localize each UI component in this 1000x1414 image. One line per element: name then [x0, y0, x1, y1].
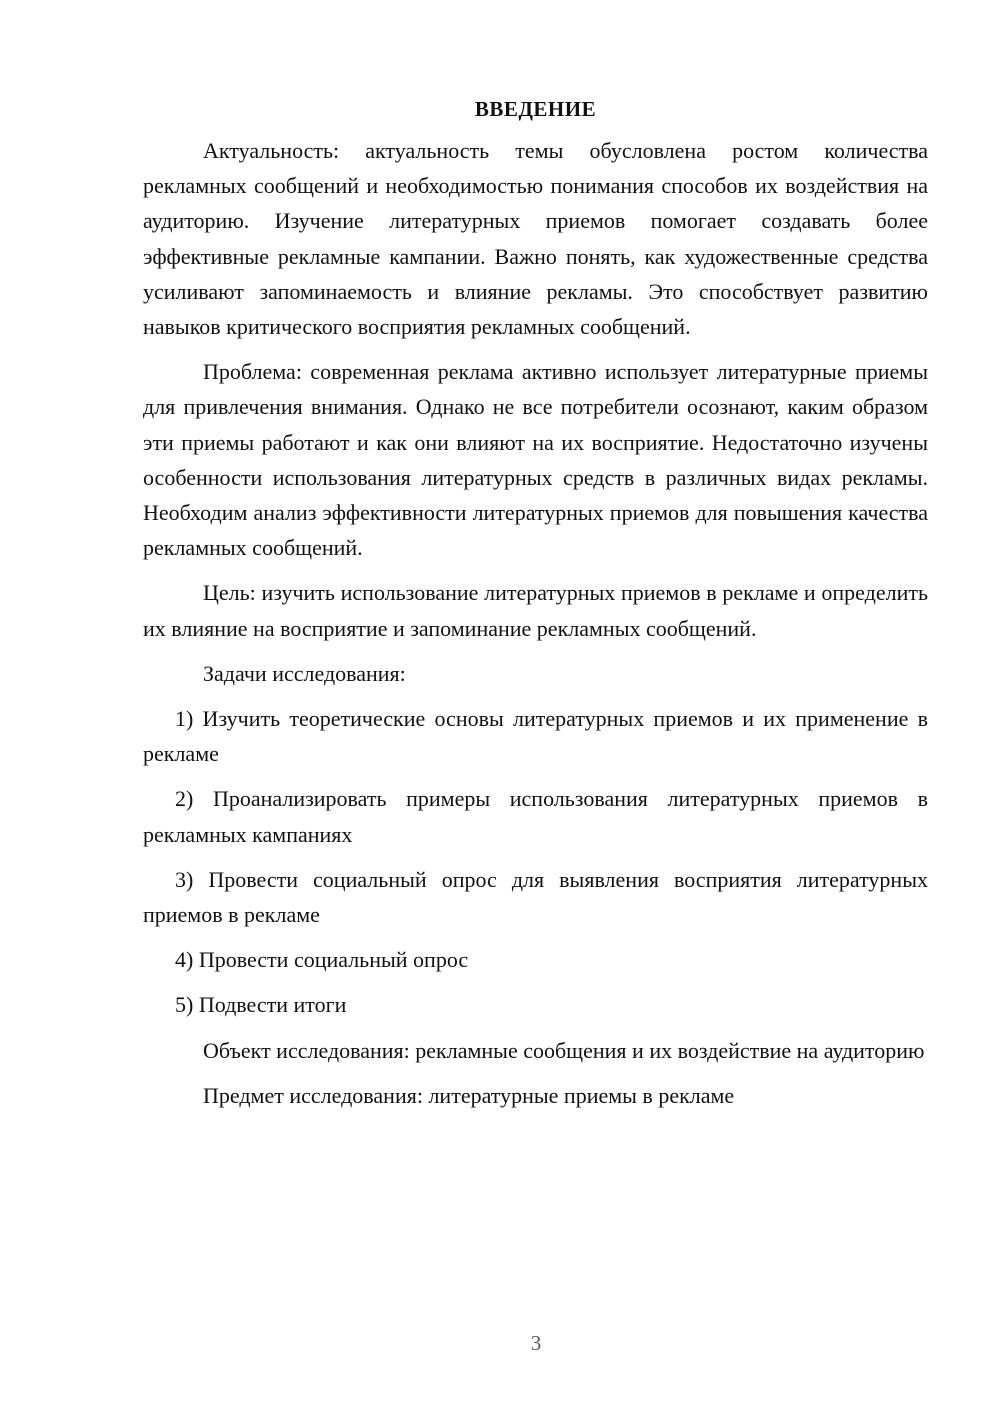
- page-content: [143, 92, 928, 1123]
- task-item-3: 3) Провести социальный опрос для выявления восприятия литературных приемов в рекламе: [143, 866, 928, 928]
- task-item-4: 4) Провести социальный опрос: [175, 947, 469, 973]
- task-item-1: 1) Изучить теоретические основы литературных приемов и их применение в рекламе: [143, 706, 928, 767]
- task-item-2: 2) Проанализировать примеры использования литературных приемов в рекламных кампаниях: [143, 786, 928, 847]
- paragraph-relevance: Актуальность: актуальность темы обусловлена ростом количества рекламных сообщений и необходимостью понимания способов их воздействия на аудиторию. Изучение литературных приемов помогает создавать более эффективные рекламные кампании. Важно понять, как художественные средства усиливают запоминаемость и влияние рекламы. Это способствует развитию навыков критического восприятия рекламных сообщений.: [143, 138, 928, 340]
- paragraph-goal: Цель: изучить использование литературных приемов в рекламе и определить их влияние на восприятие и запоминание рекламных сообщений.: [143, 580, 928, 641]
- section-title: ВВЕДЕНИЕ: [474, 97, 597, 121]
- paragraph-subject: Предмет исследования: литературные приемы в рекламе: [203, 1082, 735, 1108]
- page-number: 3: [530, 1331, 542, 1355]
- tasks-heading: Задачи исследования:: [203, 660, 406, 686]
- paragraph-object: Объект исследования: рекламные сообщения и их воздействие на аудиторию: [203, 1037, 925, 1063]
- paragraph-problem: Проблема: современная реклама активно использует литературные приемы для привлечения внимания. Однако не все потребители осознают, каким образом эти приемы работают и как они влияют на их восприятие. Недостаточно изучены особенности использования литературных средств в различных видах рекламы. Необходим анализ эффективности литературных приемов для повышения качества рекламных сообщений.: [143, 359, 928, 561]
- task-item-5: 5) Подвести итоги: [175, 992, 347, 1018]
